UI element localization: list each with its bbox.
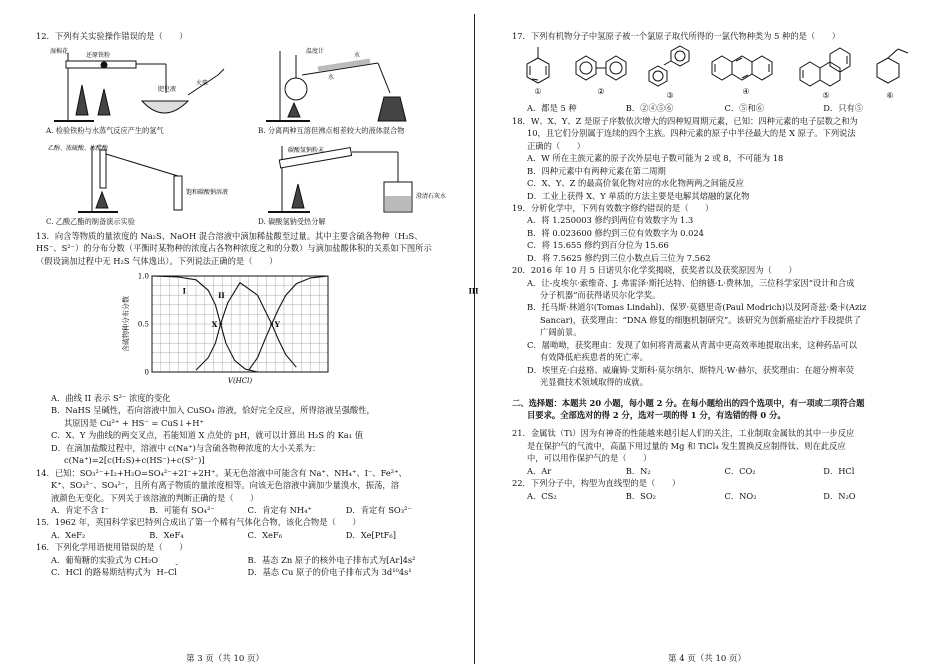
q20-option-d-line-2: 光显微技术领域取得的成就。	[540, 377, 648, 388]
q22-option-a: A．CS₂	[527, 490, 557, 501]
q14-option-a: A．肯定不含 I⁻	[51, 504, 109, 515]
label-limewater: 澄清石灰水	[416, 193, 447, 201]
hcl-lewis-structure: H–Cl ··	[156, 562, 177, 578]
q19-option-b: B．将 0.023600 修约到三位有效数字为 0.024	[527, 227, 704, 238]
label-thermometer: 温度计	[306, 48, 325, 56]
apparatus-c	[46, 140, 236, 227]
diphenylmethane-structure-icon	[644, 44, 696, 90]
q16-option-a: A．葡萄糖的实验式为 CH₂O	[51, 554, 159, 565]
q20-option-b-line-1: B．托马斯·林道尔(Tomas Lindahl)、保罗·莫德里奇(Paul Modrich)以及阿奇兹·桑卡(Aziz	[527, 302, 867, 313]
q20-option-a-line-2: 分子机器”而获得诺贝尔化学奖。	[540, 290, 661, 300]
label-nahco3-powder: 碳酸氢钠粉末	[288, 147, 325, 155]
q21-option-b: B．N₂	[625, 465, 651, 476]
q21-option-d: D．HCl	[823, 465, 855, 476]
methylcyclohexane-structure-icon	[868, 44, 912, 90]
q14-options	[36, 504, 444, 516]
q20-option-c-line-2: 有效降低疟疾患者的死亡率。	[540, 352, 648, 363]
q12-apparatus-grid	[46, 45, 447, 227]
q17-option-d: D．只有⑤	[823, 103, 864, 114]
apparatus-b-drawing	[258, 45, 448, 127]
intersection-label-Y: Y	[274, 320, 281, 330]
q22-option-c: C．NO₂	[724, 490, 757, 501]
q21-options	[512, 465, 922, 477]
q17-option-b: B．②④⑤⑥	[625, 103, 674, 114]
series-label-II: II	[218, 291, 225, 301]
molecule-1	[518, 44, 558, 102]
q16-options-row-2	[36, 562, 444, 578]
caption-d: D. 碳酸氢钠受热分解	[258, 217, 326, 227]
q19-option-c: C．将 15.655 修约到百分位为 15.66	[527, 240, 669, 251]
q13-option-c: C．X、Y 为曲线的两交叉点，若能知道 X 点处的 pH，就可以计算出 H₂S 的 Ka₁ 值	[51, 430, 364, 441]
molecule-5	[796, 44, 856, 102]
molecule-6	[868, 44, 912, 102]
molecule-label-3: ③	[666, 91, 674, 101]
q18-stem-line-2: 10，且它们分别属于连续的四个主族。四种元素的原子中半径最大的是 X 原子。下列说法	[527, 128, 856, 139]
label-water-in: 水	[354, 52, 361, 60]
q20-option-b-line-3: 广阔前景。	[540, 327, 582, 338]
y-axis-label: 含硫物种分布分数	[122, 296, 130, 353]
q22-option-b: B．SO₂	[625, 490, 656, 501]
q20-option-c-line-1: C．屠呦呦，获奖理由：发现了如何将青蒿素从青蒿中更高效率地提取出来，这种药品可以	[527, 339, 857, 350]
q13-option-d: D．在滴加盐酸过程中，溶液中 c(Na⁺)与含硫各物种浓度的大小关系为：	[51, 442, 321, 453]
distribution-chart-svg	[118, 270, 479, 390]
y-tick-label: 0.5	[137, 320, 149, 329]
y-tick-label: 0	[144, 368, 149, 377]
q15-option-d: D．Xe[PtF₆]	[345, 529, 396, 540]
q13-option-b-cont: 其原因是 Cu²⁺ + HS⁻ = CuS↓+H⁺	[64, 417, 204, 428]
section-2-heading-line-1: 二、选择题：本题共 20 小题，每小题 2 分。在每小题给出的四个选项中，有一项或二项符合题	[512, 397, 865, 408]
apparatus-a-drawing	[46, 45, 236, 127]
q16-option-d: D．基态 Cu 原子的价电子排布式为 3d¹⁰4s¹	[247, 567, 412, 578]
q21-stem-line-1: 21．金属钛（Ti）因为有神奇的性能越来越引起人们的关注，工业制取金属钛的其中一步反应	[512, 428, 855, 439]
molecule-label-2: ②	[597, 87, 605, 97]
intersection-label-X: X	[211, 320, 218, 330]
q14-option-c: C．肯定有 NH₄⁺	[247, 504, 312, 515]
page-4-footer: 第 4 页（共 10 页）	[668, 654, 747, 664]
q18-stem-line-3: 正确的（ ）	[527, 140, 586, 151]
q16-options-row-1	[36, 554, 444, 566]
distribution-chart	[118, 270, 479, 390]
q17-molecules	[512, 44, 922, 102]
q17-stem: 17．下列有机物分子中氢原子被一个氯原子取代所得的一氯代物种类为 5 种的是（ ）	[512, 31, 841, 41]
x-axis-label: V(HCl)	[227, 377, 253, 386]
molecule-label-1: ①	[534, 87, 542, 97]
phenanthrene-structure-icon	[796, 44, 856, 90]
label-soap-solution: 肥皂液	[158, 86, 177, 94]
apparatus-d	[258, 140, 448, 227]
q15-stem: 15．1962 年，英国科学家巴特列合成出了第一个稀有气体化合物，该化合物是（ ）	[36, 517, 361, 528]
apparatus-b	[258, 45, 448, 136]
biphenyl-structure-icon	[570, 44, 632, 86]
caption-b: B. 分离两种互溶但沸点相差较大的液体混合物	[258, 126, 405, 136]
molecule-label-4: ④	[742, 87, 750, 97]
q22-stem: 22．下列分子中，构型为直线型的是（ ）	[512, 478, 681, 489]
q18-option-c: C．X、Y、Z 的最高价氧化物对应的水化物两两之间能反应	[527, 178, 744, 189]
label-iron-powder: 还原铁粉	[86, 52, 111, 60]
q21-option-a: A．Ar	[527, 465, 552, 476]
q19-option-d: D．将 7.5625 修约到三位小数点后三位为 7.562	[527, 252, 711, 263]
q21-stem-line-2: 是在保护气的气流中，高温下用过量的 Mg 和 TiCl₄ 发生置换反应制得钛、则在此反应	[527, 440, 846, 451]
apparatus-c-drawing	[46, 140, 236, 218]
q14-option-d: D．肯定有 SO₃²⁻	[345, 504, 412, 515]
q16-option-b: B．基态 Zn 原子的核外电子排布式为[Ar]4s²	[247, 554, 416, 565]
q13-stem: 13．向含等物质的量浓度的 Na₂S、NaOH 混合溶液中滴加稀盐酸至过量。其中主要含硫各物种（H₂S、HS⁻、S²⁻）的分布分数（平衡时某物种的浓度占各物种浓度之和的分数）与滴加盐酸体积的关系如下图所示（假设滴加过程中无 H₂S 气体逸出）。下列说法正确的是（ ）	[36, 230, 432, 266]
q14-stem-line-1: 14．已知：SO₃²⁻+I₂+H₂O=SO₄²⁻+2I⁻+2H⁺。某无色溶液中可能含有 Na⁺、NH₄⁺、I⁻、Fe²⁺、	[36, 467, 407, 478]
lewis-h: H	[156, 567, 164, 578]
intersection-point-X	[219, 323, 222, 326]
q15-option-a: A．XeF₂	[51, 529, 86, 540]
series-label-III: III	[468, 286, 479, 296]
series-label-I: I	[182, 286, 186, 296]
caption-a: A. 检验铁粉与水蒸气反应产生的氢气	[46, 126, 164, 136]
lone-pair-dots: ··	[175, 562, 177, 570]
page-3-footer: 第 3 页（共 10 页）	[186, 654, 265, 664]
q18-option-a: A．W 所在主族元素的原子次外层电子数可能为 2 或 8，不可能为 18	[527, 153, 784, 164]
column-divider	[474, 14, 475, 664]
toluene-structure-icon	[518, 44, 558, 86]
q17-options	[512, 102, 922, 114]
caption-c: C. 乙酸乙酯的制备演示实验	[46, 217, 135, 227]
q21-stem-line-3: 中，可以用作保护气的是（ ）	[527, 453, 652, 464]
q19-stem: 19．分析化学中，下列有效数字修约错误的是（ ）	[512, 202, 714, 213]
q13-option-d-cont: c(Na⁺)=2[c(H₂S)+c(HS⁻)+c(S²⁻)]	[64, 455, 205, 466]
q20-option-b-line-2: Sancar)，获奖理由：“DNA 修复的细胞机制研究”。该研究为创新癌症治疗手段提供了	[540, 314, 862, 325]
q15-option-c: C．XeF₆	[247, 529, 283, 540]
q16-stem: 16．下列化学用语使用错误的是（ ）	[36, 542, 188, 553]
page-3-column	[36, 30, 479, 579]
section-2-heading-line-2: 目要求。全部选对的得 2 分，选对一项的得 1 分，有选错的得 0 分。	[527, 409, 786, 420]
q13-option-a: A．曲线 II 表示 S²⁻ 浓度的变化	[51, 393, 171, 404]
series-curve-III	[249, 276, 328, 370]
q14-stem-line-3: 液颜色无变化。下列关于该溶液的判断正确的是（ ）	[51, 492, 259, 503]
label-match: 火柴	[196, 80, 209, 88]
label-water-out: 水	[328, 74, 335, 82]
apparatus-d-drawing	[258, 140, 448, 218]
label-na2co3-solution: 饱和碳酸钠溶液	[186, 189, 229, 197]
q20-option-a-line-1: A．让-皮埃尔·索维奇、J. 弗雷泽·斯托达特、伯纳德·L·费林加，三位科学家因“设计和合成	[527, 277, 855, 288]
y-tick-label: 1.0	[137, 272, 149, 281]
q22-options	[512, 490, 922, 502]
q16-option-c-wrap	[51, 562, 248, 578]
q16-option-c: C．HCl 的路易斯结构式为	[51, 567, 151, 578]
molecule-label-6: ⑥	[886, 91, 894, 101]
molecule-2	[570, 44, 632, 102]
q17-option-c: C．⑤和⑥	[724, 103, 765, 114]
q18-stem-line-1: 18．W、X、Y、Z 是原子序数依次增大的四种短周期元素，已知：四种元素的电子层数之和为	[512, 115, 858, 126]
q14-stem-line-2: K⁺、SO₃²⁻、SO₄²⁻，且所有离子物质的量浓度相等。向该无色溶液中滴加少量溴水，振荡，溶	[51, 480, 400, 491]
lewis-cl: Cl	[167, 567, 177, 578]
label-wet-cotton: 湿棉花	[50, 48, 69, 56]
q21-option-c: C．CO₂	[724, 465, 756, 476]
q19-option-a: A．将 1.250003 修约到两位有效数字为 1.3	[527, 215, 694, 226]
q17-option-a: A．都是 5 种	[527, 103, 577, 114]
molecule-label-5: ⑤	[822, 91, 830, 101]
label-reagents: 乙醇、浓硫酸、冰醋酸	[48, 145, 109, 153]
page-4-column	[512, 30, 922, 502]
molecule-3	[644, 44, 696, 102]
intersection-point-Y	[270, 323, 273, 326]
q18-option-d: D．工业上获得 X、Y 单质的方法主要是电解其熔融的氯化物	[527, 190, 750, 201]
anthracene-structure-icon	[708, 44, 784, 86]
q13-option-b: B．NaHS 呈碱性，若向溶液中加入 CuSO₄ 溶液，恰好完全反应，所得溶液呈强酸性，	[51, 405, 375, 416]
q12-stem: 12．下列有关实验操作错误的是（ ）	[36, 31, 188, 41]
q18-option-b: B．四种元素中有两种元素在第二周期	[527, 165, 666, 176]
apparatus-a	[46, 45, 236, 136]
q14-option-b: B．可能有 SO₄²⁻	[149, 504, 215, 515]
q22-option-d: D．N₂O	[823, 490, 856, 501]
molecule-4	[708, 44, 784, 102]
q20-stem: 20．2016 年 10 月 5 日诺贝尔化学奖揭晓，获奖者以及获奖原因为（ ）	[512, 265, 797, 276]
q20-option-d-line-1: D．埃里克·白兹格、威廉姆·艾斯科·莫尔纳尔、斯特凡·W·赫尔，获奖理由：在超分辨率荧	[527, 364, 855, 375]
q15-option-b: B．XeF₄	[149, 529, 184, 540]
q15-options	[36, 529, 444, 541]
